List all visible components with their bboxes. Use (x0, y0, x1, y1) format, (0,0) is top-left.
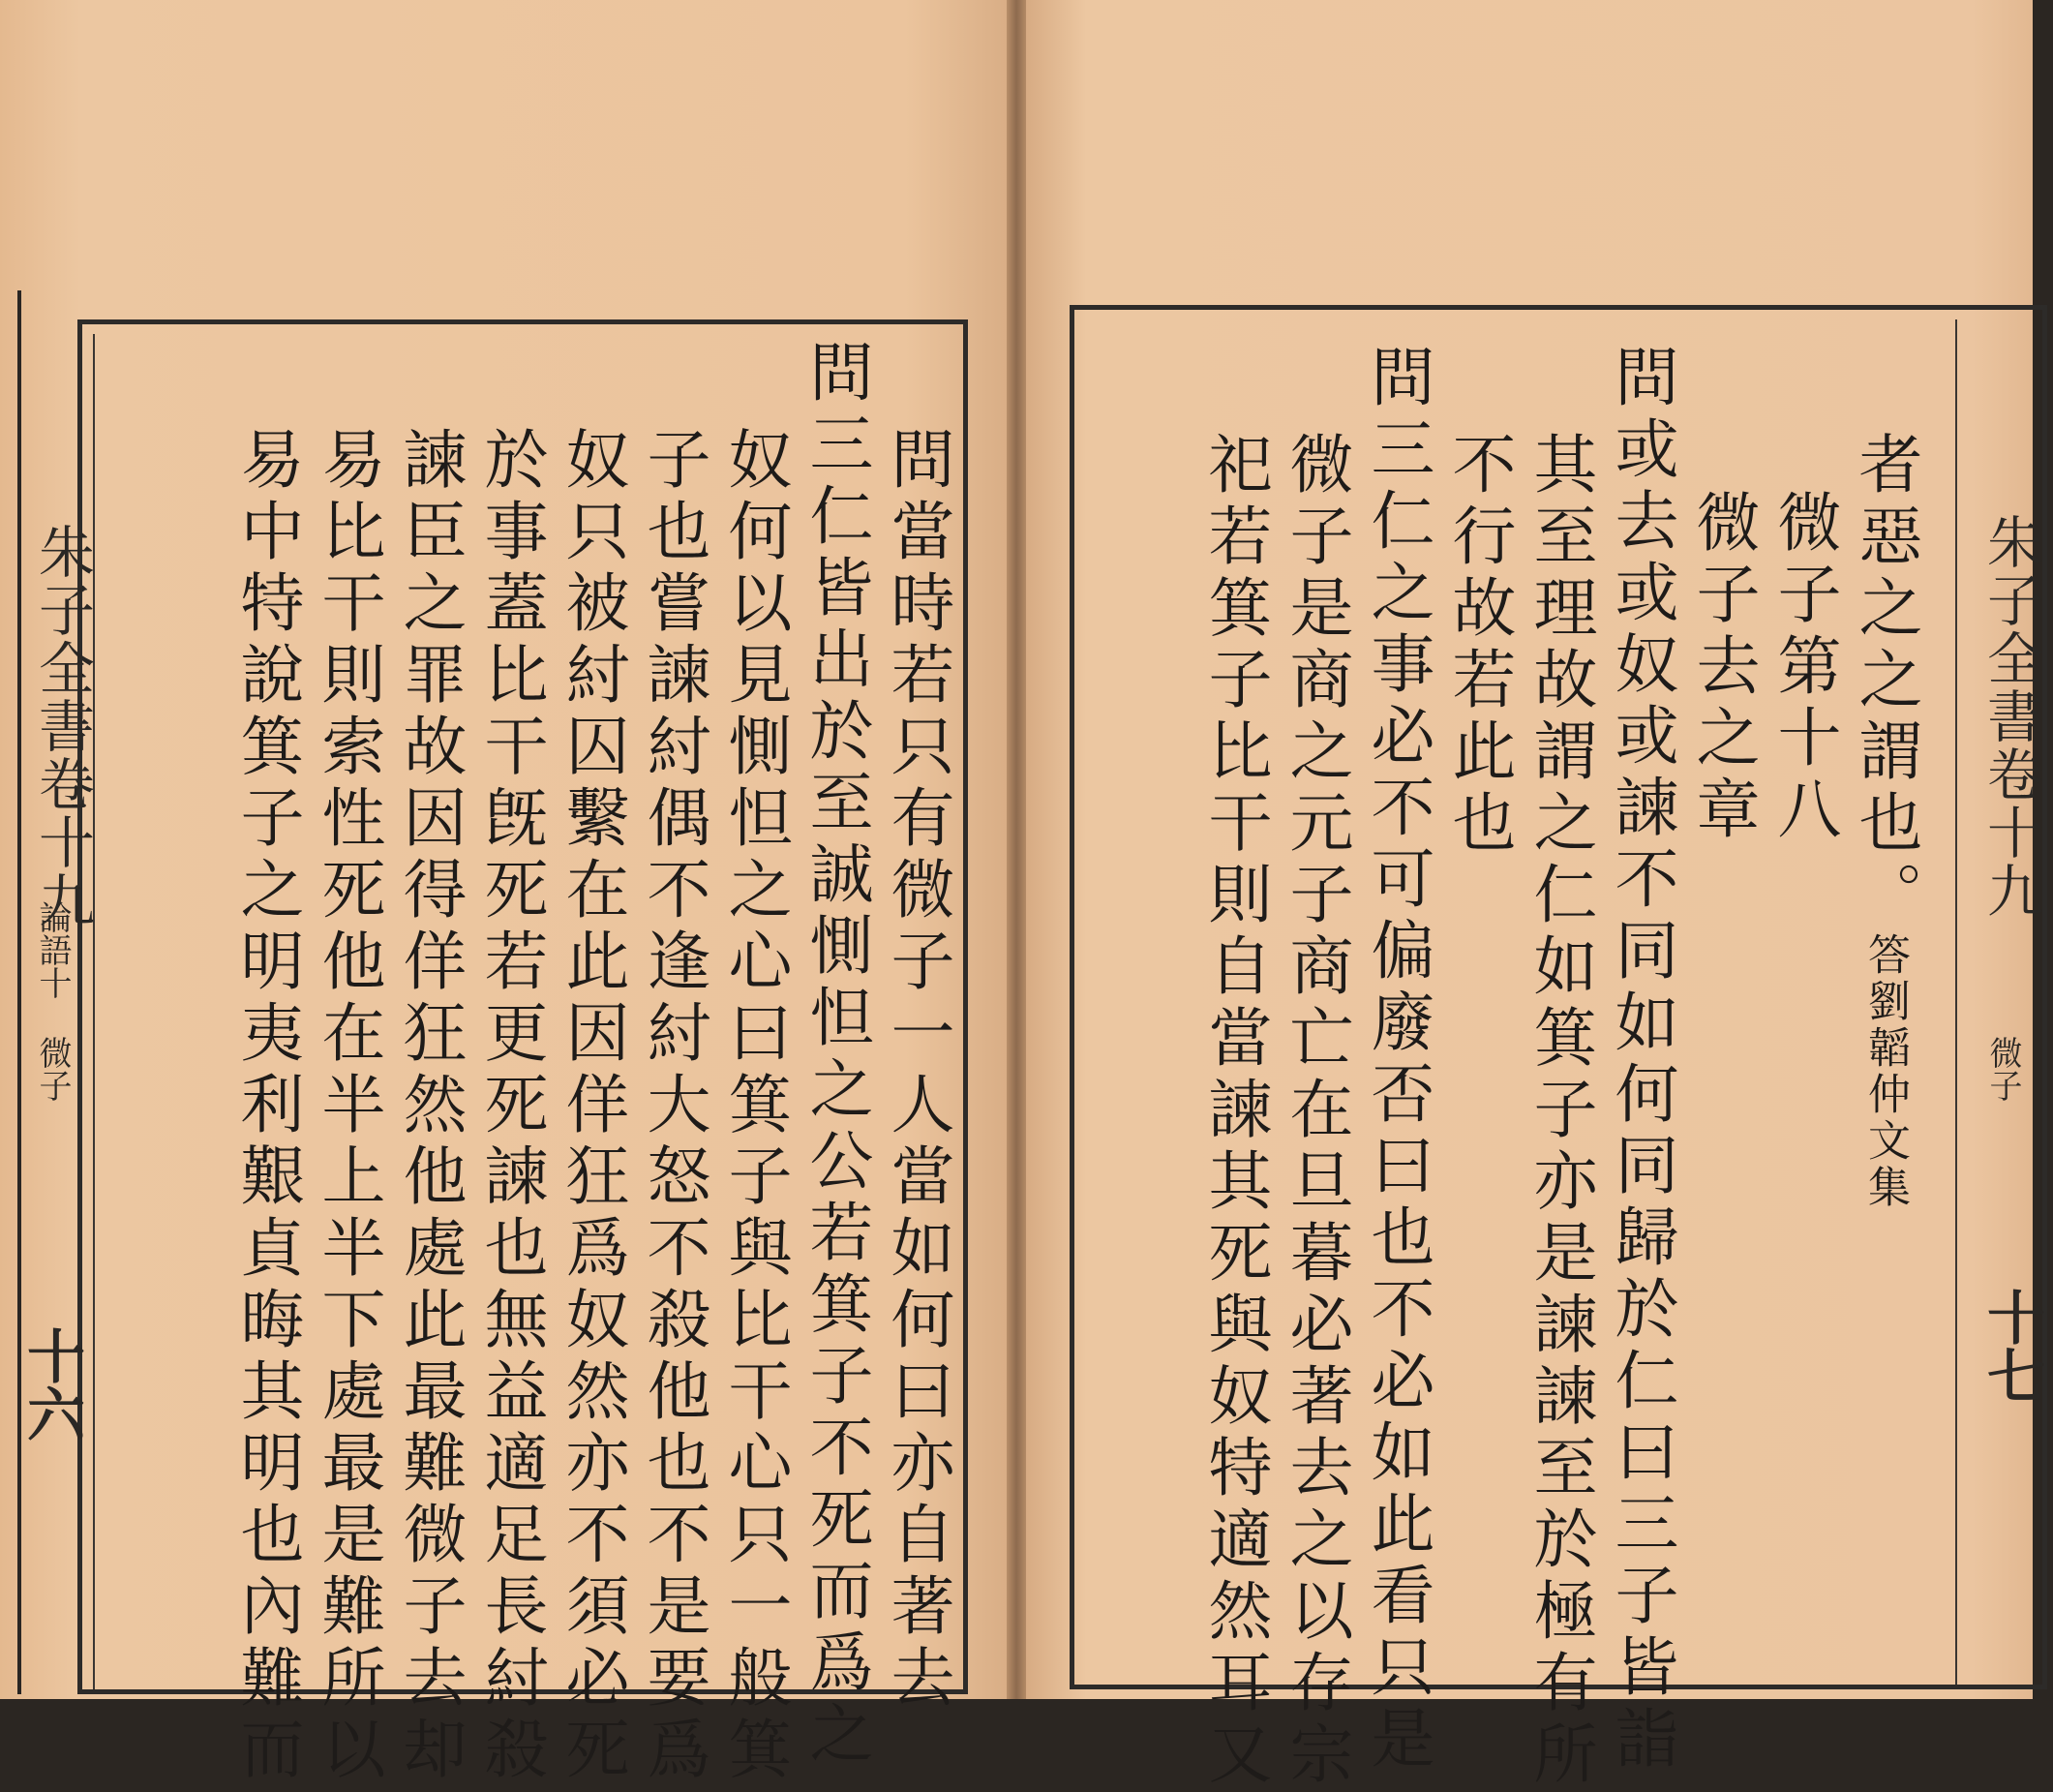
book-gutter (1007, 0, 1026, 1699)
left-banner-folio: 十六 (17, 1326, 85, 1443)
right-column-9: 祀若箕子比干則自當諫其死與奴特適然耳又 (1197, 431, 1272, 1792)
left-column-3: 奴何以見惻怛之心曰箕子與比干心只一般箕 (717, 426, 792, 1787)
right-column-8: 微子是商之元子商亡在旦暮必著去之以存宗 (1279, 431, 1353, 1792)
left-column-8: 易比干則索性死他在半上半下處最是難所以 (311, 426, 385, 1787)
right-column-1 (1835, 344, 1922, 1689)
left-edge-line (17, 290, 21, 1694)
right-column-5: 其至理故謂之仁如箕子亦是諫諫至於極有所 (1523, 431, 1597, 1792)
right-banner-folio: 十七 (1978, 1288, 2045, 1404)
left-column-1: 問當時若只有微子一人當如何曰亦自著去 (880, 426, 954, 1716)
right-column-6: 不行故若此也 (1441, 431, 1516, 861)
right-banner-chapter: 微子 (1983, 1036, 2022, 1102)
right-text-columns (1185, 344, 1922, 1792)
right-column-4: 問或去或奴或諫不同如何同歸於仁曰三子皆詣 (1604, 344, 1678, 1777)
left-banner-section: 論語十 (33, 900, 72, 999)
left-column-6: 於事蓋比干旣死若更死諫也無益適足長紂殺 (473, 426, 548, 1787)
left-page (0, 0, 1007, 1787)
left-banner-title: 朱子全書卷十九 (29, 523, 95, 929)
left-column-9: 易中特說箕子之明夷利艱貞晦其明也內難而 (229, 426, 304, 1787)
left-text-columns (217, 339, 954, 1787)
left-column-4: 子也嘗諫紂偶不逢紂大怒不殺他也不是要爲 (636, 426, 710, 1787)
left-banner-chapter: 微子 (33, 1036, 72, 1102)
right-page (1026, 0, 2045, 1792)
chapter-heading: 微子去之章 (1685, 489, 1760, 847)
left-column-2: 問三仁皆出於至誠惻怛之公若箕子不死而爲之 (799, 339, 873, 1772)
right-inner-rule (1955, 319, 1957, 1685)
right-column-7: 問三仁之事必不可偏廢否曰也不必如此看只是 (1360, 344, 1434, 1777)
section-heading: 微子第十八 (1766, 489, 1841, 847)
left-column-7: 諫臣之罪故因得佯狂然他處此最難微子去却 (392, 426, 467, 1787)
right-banner-title: 朱子全書卷十九 (1978, 513, 2043, 920)
right-column-1-text: 者惡之之謂也。 (1848, 431, 1922, 932)
left-column-5: 奴只被紂囚繫在此因佯狂爲奴然亦不須必死 (555, 426, 629, 1787)
right-column-1-note: 答劉韜仲文集 (1860, 932, 1910, 1211)
